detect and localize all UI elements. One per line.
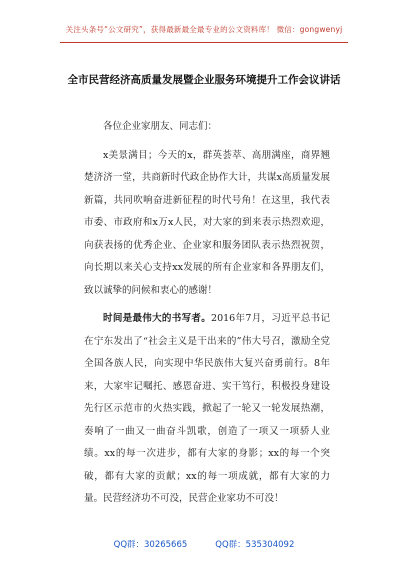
paragraph-2-rest: 2016年7月，习近平总书记在宁东发出了“社会主义是干出来的”伟大号召，激励全党全国各族人民，向实现中华民族伟大复兴奋勇前行。8年来，大家牢记嘱托、感恩奋进、实干笃行，积极投身建设先行区示范市的火热实践，掀起了一轮又一轮发展热潮，奏响了一曲又一曲奋斗凯歌，创造了一项又一项骄人业绩。xx的每一次进步，都有大家的身影；xx的每一个突破，都有大家的贡献；xx的每一项成就，都有大家的力量。民营经济功不可没，民营企业家功不可没！ <box>84 313 330 504</box>
document-title: 全市民营经济高质量发展暨企业服务环境提升工作会议讲话 <box>67 74 341 86</box>
document-body <box>84 116 330 517</box>
paragraph-1: x美景满目；今天的x，群英荟萃、高朋满座，商界翘楚济济一堂，共商新时代政企协作大计，共谋x高质量发展新篇，共同吹响奋进新征程的时代号角！在这里，我代表市委、市政府和x万x人民，对大家的到来表示热烈欢迎，向获表扬的优秀企业、企业家和服务团队表示热烈祝贺，向长期以来关心支持xx发展的所有企业家和各界朋友们，致以诚挚的问候和衷心的感谢！ <box>84 149 330 296</box>
promo-banner: 关注头条号“公文研究”，获得最新最全最专业的公文资料库！ 微信：gongwenyj <box>65 25 343 34</box>
footer <box>0 538 408 550</box>
footer-qq-group-1: QQ群：30265665 <box>113 540 188 550</box>
paragraph-2-lead: 时间是最伟大的书写者。 <box>103 313 212 324</box>
paragraph-2 <box>84 308 330 511</box>
footer-qq-group-2: QQ群：535304092 <box>215 540 295 550</box>
salutation: 各位企业家朋友、同志们： <box>103 121 218 132</box>
banner-divider <box>60 42 348 43</box>
